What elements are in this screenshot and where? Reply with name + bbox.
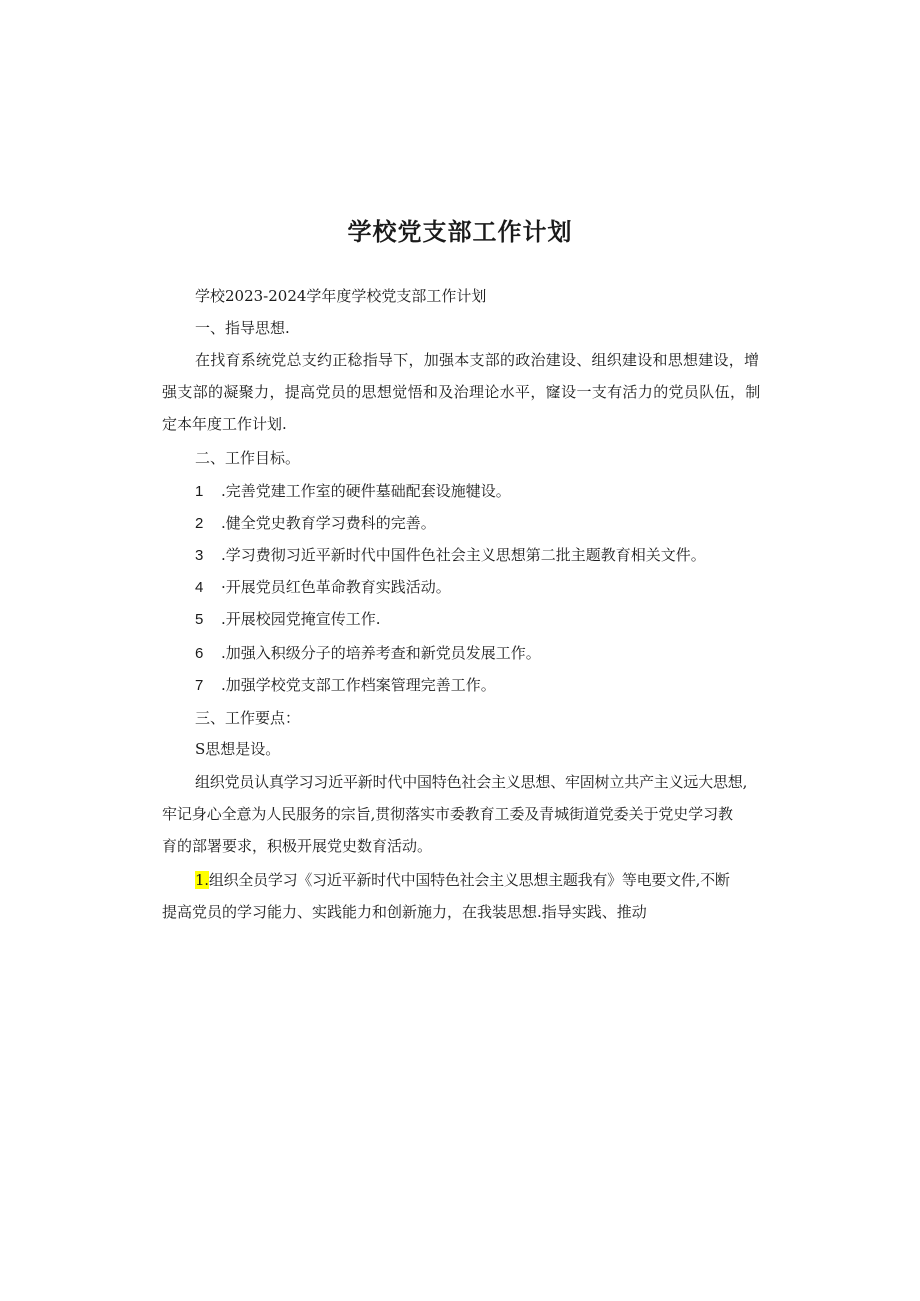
- section-2-heading: 二、工作目标。: [195, 449, 301, 467]
- section-3-paragraph-line: 组织党员认真学习习近平新时代中国特色社会主义思想、牢固树立共产主义远大思想,: [195, 773, 748, 791]
- section-3-paragraph-line: 牢记身心全意为人民服务的宗旨,贯彻落实市委教育工委及青城街道党委关于党史学习教: [162, 805, 733, 823]
- goal-text: .开展校园党掩宣传工作.: [221, 610, 381, 628]
- goal-item-3: [195, 545, 706, 566]
- goal-number: 4: [195, 579, 204, 596]
- goal-number: 6: [195, 645, 204, 662]
- goal-text: .加强入积级分子的培养考查和新党员发展工作。: [221, 644, 541, 662]
- item-1-paragraph-line: 提高党员的学习能力、实践能力和创新施力，在我装思想.指导实践、推动: [162, 903, 647, 921]
- section-1-paragraph-line: 强支部的凝聚力，提高党员的思想觉悟和及治理论水平，窿设一支有活力的党员队伍，制: [162, 383, 761, 401]
- section-1-heading: 一、指导思想.: [195, 319, 290, 337]
- goal-text: .完善党建工作室的硬件墓础配套设施犍设。: [221, 482, 511, 500]
- section-1-paragraph-line: 在找育系统党总支约正稔指导下，加强本支部的政治建设、组织建设和思想建设，增: [195, 351, 760, 369]
- goal-text: ·开展党员红色革命教育实践活动。: [221, 578, 451, 596]
- goal-item-5: [195, 609, 381, 630]
- document-title: 学校党支部工作计划: [347, 218, 573, 246]
- goal-number: 1: [195, 483, 204, 500]
- goal-item-2: [195, 513, 436, 534]
- goal-number: 2: [195, 515, 204, 532]
- goal-item-4: [195, 577, 451, 598]
- goal-text: .加强学校党支部工作档案管理完善工作。: [221, 676, 496, 694]
- document-subtitle: 学校2023-2024学年度学校党支部工作计划: [195, 287, 487, 305]
- goal-number: 7: [195, 677, 204, 694]
- section-1-paragraph-line: 定本年度工作计划.: [162, 415, 287, 433]
- goal-text: .健全党史教育学习费科的完善。: [221, 514, 436, 532]
- goal-item-6: [195, 643, 541, 664]
- goal-item-7: [195, 675, 496, 696]
- item-1-paragraph-line: [195, 870, 730, 890]
- goal-item-1: [195, 481, 511, 502]
- highlighted-item-number: 1.: [195, 871, 209, 889]
- item-1-text: 组织全员学习《习近平新时代中国特色社会主义思想主题我有》等电要文件,不断: [208, 871, 730, 889]
- goal-text: .学习费彻习近平新时代中国件色社会主义思想第二批主题教育相关文件。: [221, 546, 706, 564]
- section-3-subheading: S思想是设。: [195, 740, 281, 758]
- section-3-paragraph-line: 育的部署要求，积极开展党史数育活动。: [162, 837, 433, 855]
- goal-number: 3: [195, 547, 204, 564]
- goal-number: 5: [195, 611, 204, 628]
- section-3-heading: 三、工作要点：: [195, 709, 301, 727]
